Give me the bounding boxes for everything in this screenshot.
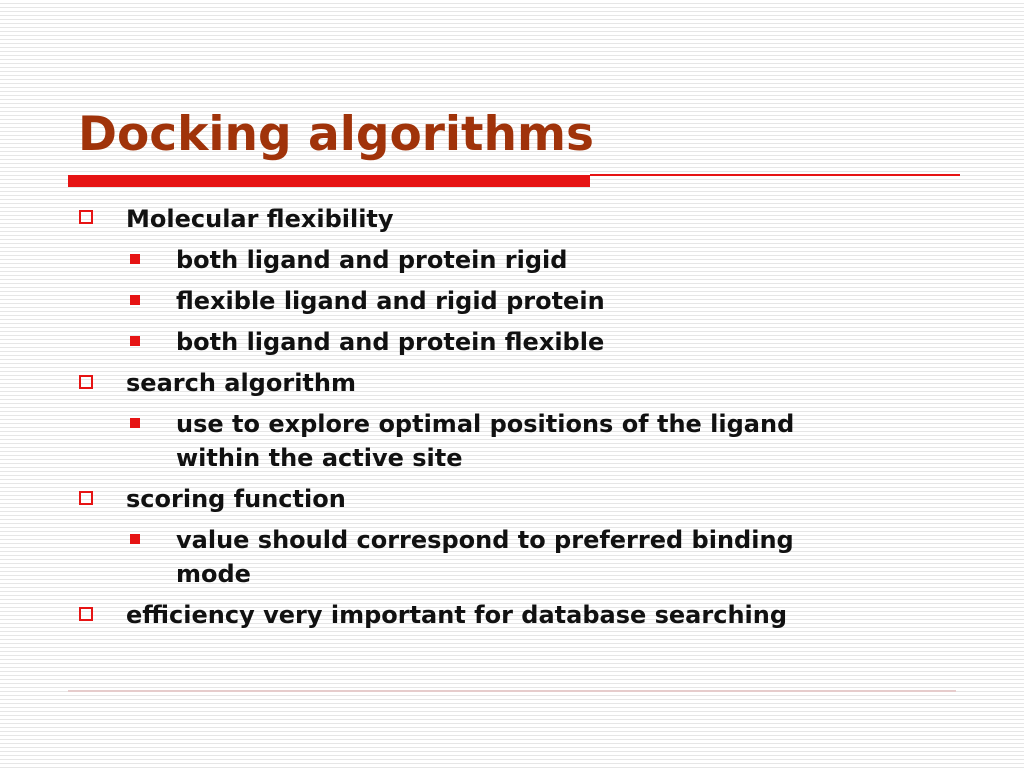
bullet-text: efficiency very important for database searching bbox=[126, 601, 788, 629]
sub-bullet-text: flexible ligand and rigid protein bbox=[176, 287, 605, 315]
footer-rule bbox=[68, 690, 956, 692]
bullet-text: Molecular flexibility bbox=[126, 205, 394, 233]
slide-title: Docking algorithms bbox=[78, 107, 594, 162]
bullet-text: search algorithm bbox=[126, 369, 356, 397]
hollow-square-bullet-icon bbox=[79, 375, 93, 389]
sub-bullet-text: use to explore optimal positions of the ligand bbox=[176, 410, 795, 438]
sub-bullet-text-continuation: mode bbox=[176, 560, 251, 588]
filled-square-bullet-icon bbox=[130, 418, 140, 428]
filled-square-bullet-icon bbox=[130, 254, 140, 264]
hollow-square-bullet-icon bbox=[79, 210, 93, 224]
sub-bullet-text: both ligand and protein flexible bbox=[176, 328, 605, 356]
bullet-text: scoring function bbox=[126, 485, 346, 513]
sub-bullet-text-continuation: within the active site bbox=[176, 444, 463, 472]
hollow-square-bullet-icon bbox=[79, 607, 93, 621]
title-underline-thin bbox=[590, 174, 960, 176]
sub-bullet-text: both ligand and protein rigid bbox=[176, 246, 568, 274]
sub-bullet-text: value should correspond to preferred binding bbox=[176, 526, 794, 554]
filled-square-bullet-icon bbox=[130, 336, 140, 346]
filled-square-bullet-icon bbox=[130, 534, 140, 544]
hollow-square-bullet-icon bbox=[79, 491, 93, 505]
filled-square-bullet-icon bbox=[130, 295, 140, 305]
title-underline-thick bbox=[68, 175, 590, 187]
